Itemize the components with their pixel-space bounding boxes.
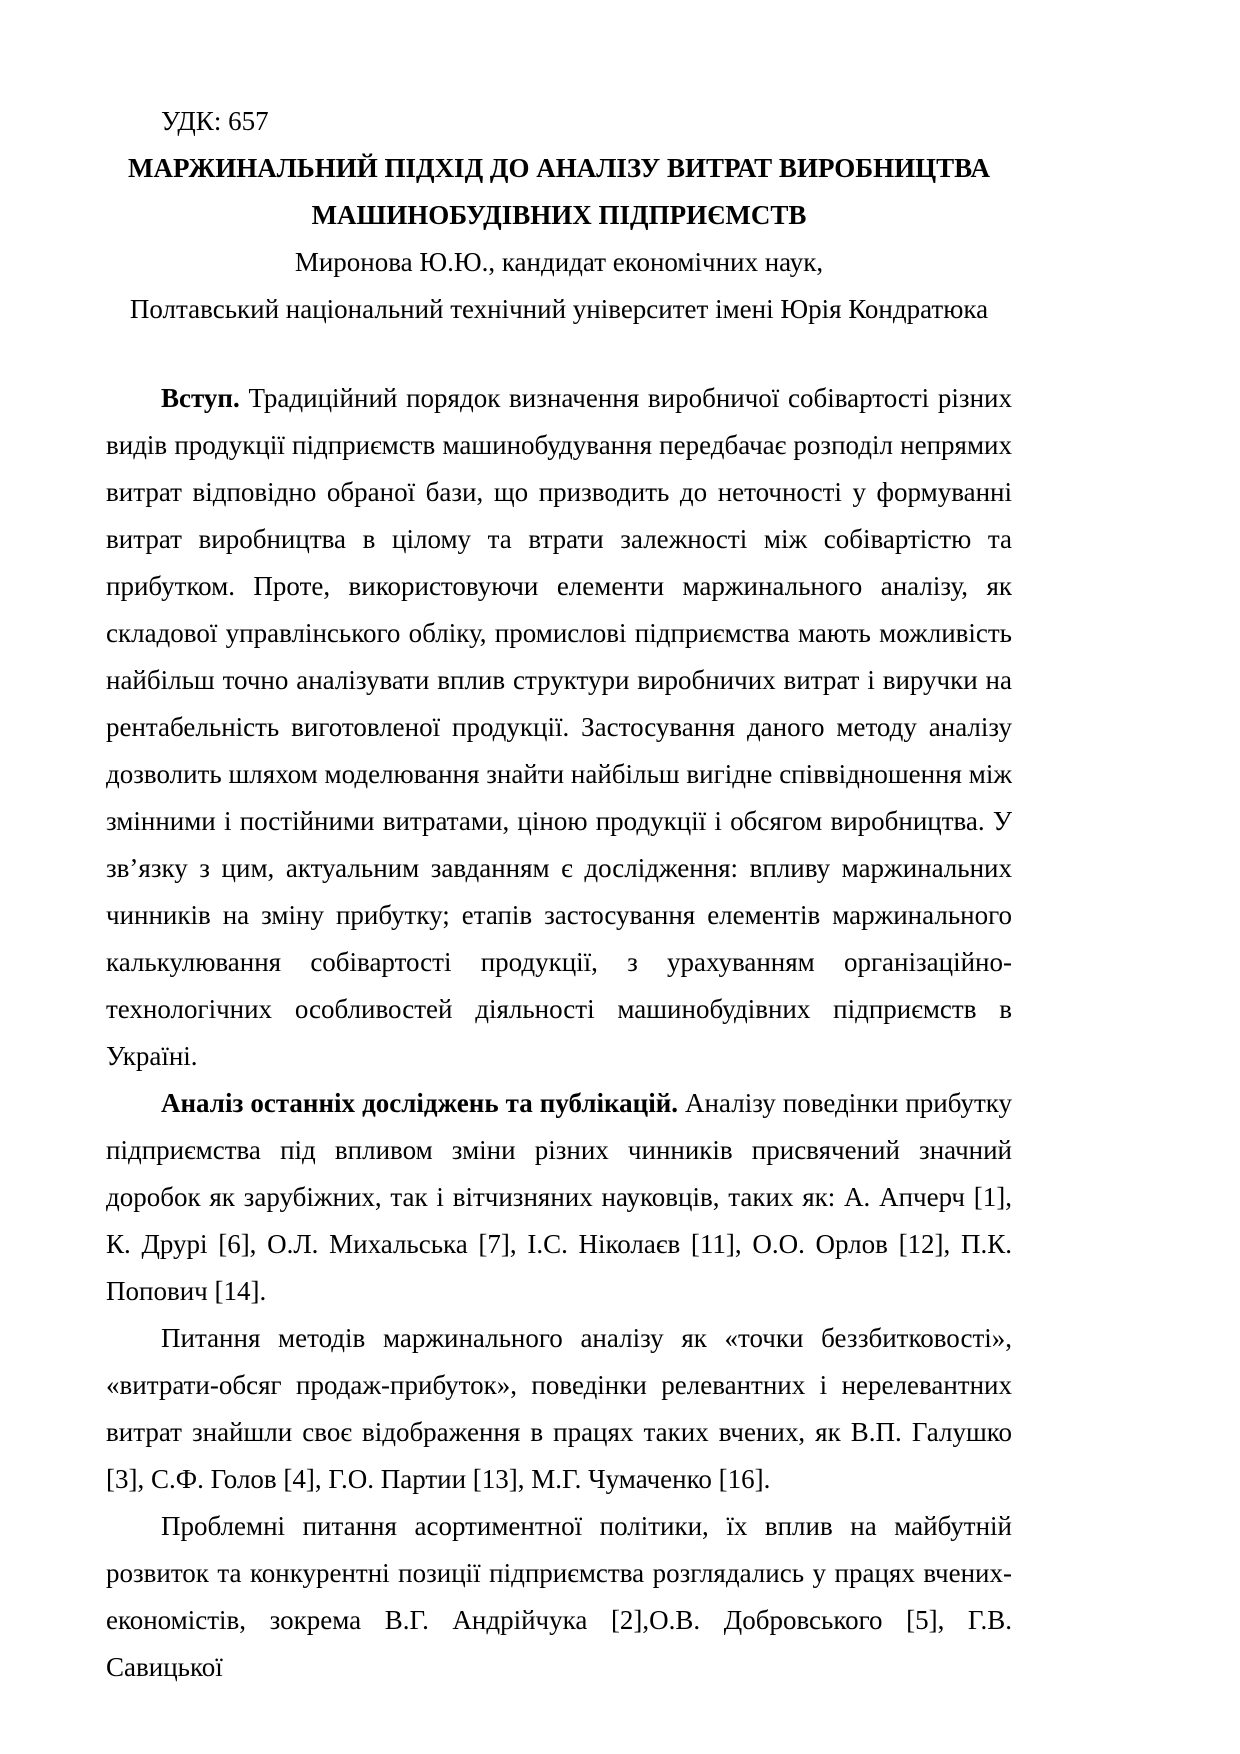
paper-title-line-1: МАРЖИНАЛЬНИЙ ПІДХІД ДО АНАЛІЗУ ВИТРАТ ВИРОБНИЦТВА <box>128 153 990 183</box>
paragraph-margin-methods <box>106 1315 1012 1503</box>
paragraph-margin-methods-text: Питання методів маржинального аналізу як «точки беззбитковості», «витрати-обсяг продаж-прибуток», поведінки релевантних і нерелевантних витрат знайшли своє відображення в працях таких вчених, як В.П. Галушко [3], С.Ф. Голов [4], Г.О. Партии [13], М.Г. Чумаченко [16]. <box>106 1323 1012 1494</box>
paragraph-literature-review-text: Аналізу поведінки прибутку підприємства під впливом зміни різних чинників присвячений значний доробок як зарубіжних, так і вітчизняних науковців, таких як: А. Апчерч [1], К. Друрі [6], О.Л. Михальська [7], І.С. Ніколаєв [11], О.О. Орлов [12], П.К. Попович [14]. <box>106 1088 1012 1306</box>
paper-title-line-2: МАШИНОБУДІВНИХ ПІДПРИЄМСТВ <box>311 200 807 230</box>
paragraph-intro-text: Традиційний порядок визначення виробничої собівартості різних видів продукції підприємств машинобудування передбачає розподіл непрямих витрат відповідно обраної бази, що призводить до неточності у формуванні витрат виробництва в цілому та втрати залежності між собівартістю та прибутком. Проте, використовуючи елементи маржинального аналізу, як складової управлінського обліку, промислові підприємства мають можливість найбільш точно аналізувати вплив структури виробничих витрат і виручки на рентабельність виготовленої продукції. Застосування даного методу аналізу дозволить шляхом моделювання знайти найбільш вигідне співвідношення між змінними і постійними витратами, ціною продукції і обсягом виробництва. У зв’язку з цим, актуальним завданням є дослідження: впливу маржинальних чинників на зміну прибутку; етапів застосування елементів маржинального калькулювання собівартості продукції, з урахуванням організаційно-технологічних особливостей діяльності машинобудівних підприємств в Україні. <box>106 383 1012 1071</box>
paragraph-intro <box>106 375 1012 1080</box>
paragraph-intro-lead: Вступ. <box>161 383 240 413</box>
paragraph-assortment-policy <box>106 1503 1012 1691</box>
paragraph-literature-review <box>106 1080 1012 1315</box>
paragraph-assortment-policy-text: Проблемні питання асортиментної політики, їх вплив на майбутній розвиток та конкурентні позиції підприємства розглядались у працях вчених-економістів, зокрема В.Г. Андрійчука [2],О.В. Добровського [5], Г.В. Савицької <box>106 1511 1012 1682</box>
paragraph-literature-review-lead: Аналіз останніх досліджень та публікацій. <box>161 1088 678 1118</box>
udc-number: УДК: 657 <box>161 106 269 136</box>
article-body <box>106 375 1012 1691</box>
paper-title <box>106 145 1012 239</box>
author-line: Миронова Ю.Ю., кандидат економічних наук, <box>294 247 824 277</box>
affiliation-line: Полтавський національний технічний університет імені Юрія Кондратюка <box>129 294 989 324</box>
